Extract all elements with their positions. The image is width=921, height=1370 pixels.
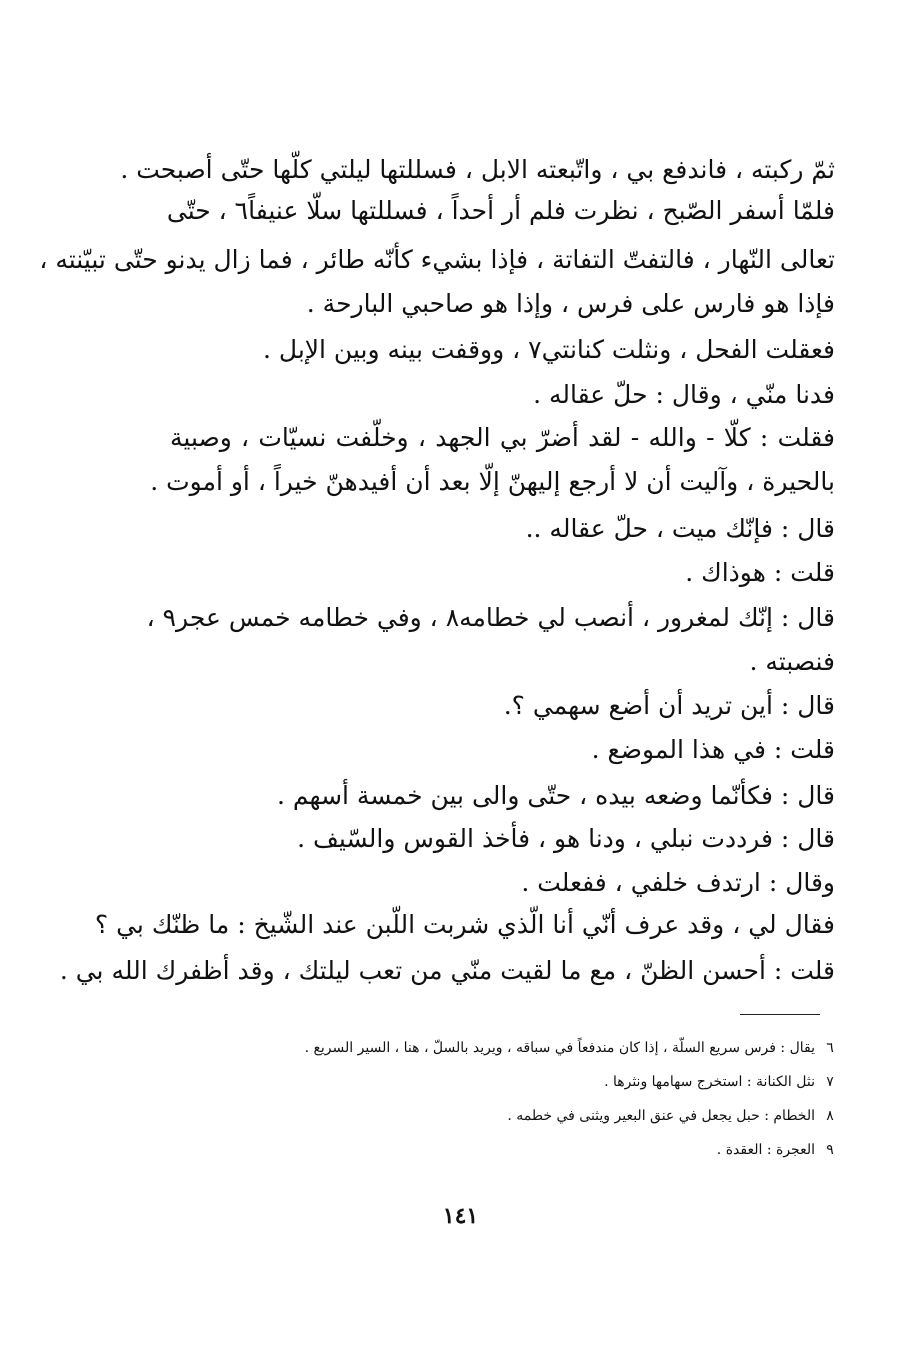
- footnote-text: العجرة : العقدة .: [716, 1142, 815, 1158]
- footnote: [604, 1072, 835, 1092]
- text-line: قال : إنّك لمغرور ، أنصب لي خطامه٨ ، وفي خطامه خمس عجر٩ ،: [146, 603, 835, 632]
- text-line: فلمّا أسفر الصّبح ، نظرت فلم أر أحداً ، فسللتها سلّا عنيفاً٦ ، حتّى: [166, 196, 835, 225]
- footnote: [305, 1038, 835, 1058]
- text-line: فقلت : كلّا - والله - لقد أضرّ بي الجهد ، وخلّفت نسيّات ، وصبية: [170, 423, 835, 452]
- footnote-text: نثل الكنانة : استخرج سهامها ونثرها .: [604, 1074, 815, 1090]
- page-number: ١٤١: [442, 1203, 479, 1229]
- footnote-number: ٦: [826, 1040, 834, 1056]
- text-line: فقال لي ، وقد عرف أنّي أنا الّذي شربت اللّبن عند الشّيخ : ما ظنّك بي ؟: [94, 910, 835, 939]
- text-line: تعالى النّهار ، فالتفتّ التفاتة ، فإذا بشيء كأنّه طائر ، فما زال يدنو حتّى تبيّنته ،: [39, 245, 835, 274]
- text-line: فعقلت الفحل ، ونثلت كنانتي٧ ، ووقفت بينه وبين الإبل .: [263, 335, 835, 364]
- footnote-number: ٧: [826, 1074, 834, 1090]
- footnote: [507, 1106, 835, 1126]
- text-line: قلت : أحسن الظنّ ، مع ما لقيت منّي من تعب ليلتك ، وقد أظفرك الله بي .: [59, 956, 835, 985]
- text-line: قال : أين تريد أن أضع سهمي ؟.: [503, 691, 835, 720]
- text-line: ثمّ ركبته ، فاندفع بي ، واتّبعته الابل ، فسللتها ليلتي كلّها حتّى أصبحت .: [120, 155, 835, 184]
- text-line: وقال : ارتدف خلفي ، ففعلت .: [521, 868, 835, 897]
- text-line: فإذا هو فارس على فرس ، وإذا هو صاحبي البارحة .: [306, 289, 835, 318]
- footnote: [717, 1140, 835, 1160]
- text-line: قال : فإنّك ميت ، حلّ عقاله ..: [525, 514, 835, 543]
- footnote-number: ٨: [826, 1108, 834, 1124]
- text-line: فدنا منّي ، وقال : حلّ عقاله .: [533, 380, 835, 409]
- text-line: قلت : هوذاك .: [685, 558, 835, 587]
- text-line: قال : فرددت نبلي ، ودنا هو ، فأخذ القوس والسّيف .: [297, 824, 835, 853]
- text-line: بالحيرة ، وآليت أن لا أرجع إليهنّ إلّا بعد أن أفيدهنّ خيراً ، أو أموت .: [150, 467, 835, 496]
- text-line: فنصبته .: [749, 647, 835, 676]
- text-line: قلت : في هذا الموضع .: [591, 735, 835, 764]
- footnote-text: يقال : فرس سريع السلّة ، إذا كان مندفعاً في سباقه ، ويريد بالسلّ ، هنا ، السير السريع .: [304, 1040, 815, 1056]
- footnote-separator: [740, 1014, 820, 1015]
- text-line: قال : فكأنّما وضعه بيده ، حتّى والى بين خمسة أسهم .: [277, 781, 835, 810]
- footnote-number: ٩: [826, 1142, 834, 1158]
- footnote-text: الخطام : حبل يجعل في عنق البعير ويثنى في خطمه .: [507, 1108, 815, 1124]
